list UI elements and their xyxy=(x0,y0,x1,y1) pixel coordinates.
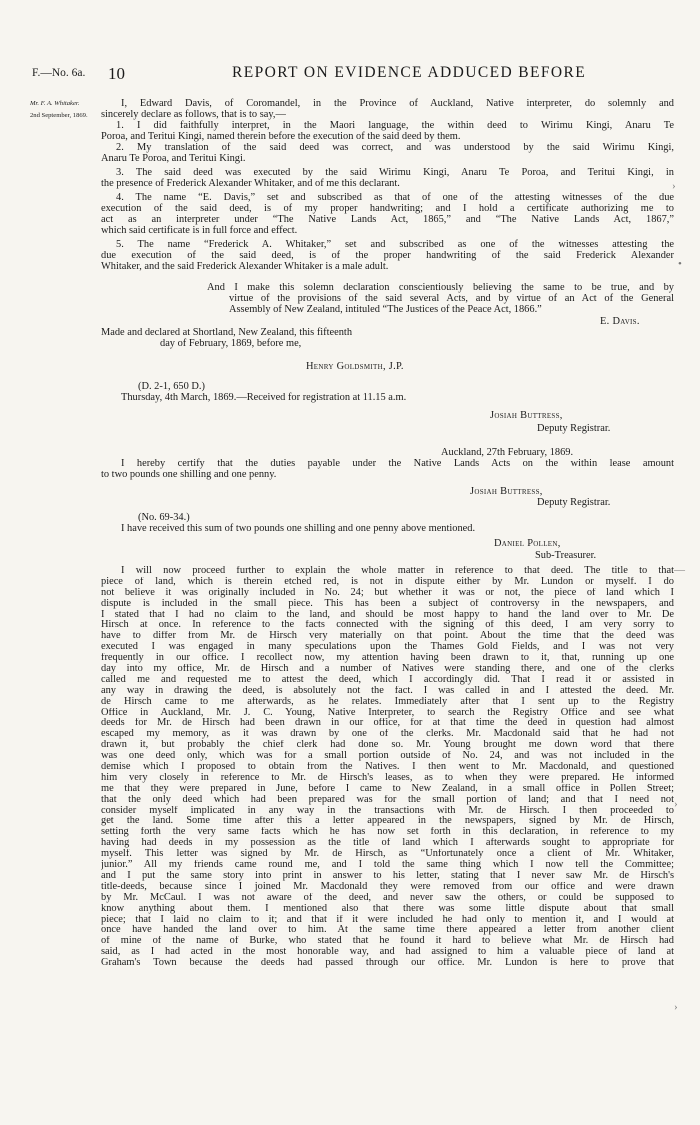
registrar-role-1: Deputy Registrar. xyxy=(537,423,611,434)
testimony-line: I stated that I had no claim to the land, and should be most happy to hand the land over to Mr. De xyxy=(101,609,674,620)
clause-4-line-2: execution of the said deed, is of my proper handwriting; and I hold a certificate authorizing me to xyxy=(101,203,674,214)
testimony-line: I will now proceed further to explain the whole matter in reference to that deed. The title to that xyxy=(121,566,674,576)
declarant-signature: E. Davis. xyxy=(600,316,640,327)
testimony-line: piece; that I laid no claim to it; and that if it were included he had only to mention it, and I would at xyxy=(101,914,674,925)
testimony-line: demise which I proposed to obtain from the Natives. I then went to Mr. Macdonald, and questioned xyxy=(101,762,674,773)
testimony-line: Graham's Town because the deeds had passed through our office. Mr. Lundon is here to prove that xyxy=(101,958,674,969)
testimony-line: dispute is included in the small piece. This has been a subject of controversy in the newspapers, and xyxy=(101,598,674,609)
clause-5-line-3: Whitaker, and the said Frederick Alexander Whitaker is a male adult. xyxy=(101,261,389,272)
receipt-reference: (No. 69-34.) xyxy=(138,512,190,523)
clause-4-line-1: 4. The name “E. Davis,” set and subscribed as that of one of the attesting witnesses of the due xyxy=(116,192,674,203)
page-header xyxy=(32,64,672,84)
page-number: 10 xyxy=(108,64,125,83)
testimony-line: consider myself implicated in any way in the transactions with Mr. de Hirsch. I then proceeded to xyxy=(101,805,674,816)
testimony-line: day into my office, Mr. de Hirsch and a number of Natives were standing there, and one of the clerks xyxy=(101,664,674,675)
registrar-name-1: Josiah Buttress, xyxy=(490,410,563,421)
testimony-line: piece of land, which is therein etched red, is not in dispute either by Mr. Lundon or myself. I do xyxy=(101,576,674,587)
treasurer-role: Sub-Treasurer. xyxy=(535,550,597,561)
testimony-line: frequently in our office. I recollect now, my attention having been drawn to it, that, running up one xyxy=(101,653,674,664)
testimony-line: know anything about them. I mentioned also that there was some little dispute about that small xyxy=(101,903,674,914)
testimony-line: by Mr. McCaul. I was not aware of the deed, and never saw the others, or could be supposed to xyxy=(101,892,674,903)
margin-tick-mark: › xyxy=(674,1001,678,1013)
margin-note-witness: Mr. F. A. Whitaker. xyxy=(30,100,80,107)
testimony-line: of mine of the name of Burke, who stated that he found it hard to believe what Mr. de Hirsch had xyxy=(101,936,674,947)
certificate-place-date: Auckland, 27th February, 1869. xyxy=(441,447,574,458)
testimony-line: him very closely in reference to Mr. de Hirsch's leases, as to when they were prepared. He informed xyxy=(101,772,674,783)
declaration-opening-line-1: I, Edward Davis, of Coromandel, in the Province of Auckland, Native interpreter, do solemnly and xyxy=(121,98,674,109)
clause-1-line-1: 1. I did faithfully interpret, in the Maori language, the within deed to Wirimu Kingi, Anaru Te xyxy=(116,120,674,131)
solemn-declaration-line-1: And I make this solemn declaration conscientiously believing the same to be true, and by xyxy=(207,282,674,293)
registration-received: Thursday, 4th March, 1869.—Received for registration at 11.15 a.m. xyxy=(121,392,407,403)
margin-tick-mark: — xyxy=(674,564,685,576)
declaration-opening-line-2: sincerely declare as follows, that is to say,— xyxy=(101,109,286,120)
margin-tick-mark: • xyxy=(678,258,682,270)
testimony-line: de Hirsch came to me afterwards, as he relates. Immediately after that I sent up to the Registry xyxy=(101,696,674,707)
testimony-line: myself. This letter was signed by Mr. de Hirsch, as “Unfortunately once a client of Mr. Whitaker, xyxy=(101,849,674,860)
testimony-line: deeds for Mr. de Hirsch had been drawn in our office, for at that time the deed in question had almost xyxy=(101,718,674,729)
margin-note-date: 2nd September, 1869. xyxy=(30,112,88,119)
treasurer-name: Daniel Pollen, xyxy=(494,538,561,549)
testimony-line: said, as I had acted in the most honorable way, and had assigned to him a valuable piece of land at xyxy=(101,947,674,958)
solemn-declaration-line-3: Assembly of New Zealand, intituled “The Justices of the Peace Act, 1866.” xyxy=(229,304,542,315)
registration-reference: (D. 2-1, 650 D.) xyxy=(138,381,205,392)
registrar-role-2: Deputy Registrar. xyxy=(537,497,611,508)
testimony-line: get the land. Some time after this a letter appeared in the newspapers, signed by Mr. de Hirsch, xyxy=(101,816,674,827)
clause-5-line-1: 5. The name “Frederick A. Whitaker,” set and subscribed as one of the witnesses attesting the xyxy=(116,239,674,250)
clause-2-line-2: Anaru Te Poroa, and Teritui Kingi. xyxy=(101,153,246,164)
testimony-line: called me and requested me to attest the deed, which I accordingly did. That I read it or assisted in xyxy=(101,674,674,685)
document-code: F.—No. 6a. xyxy=(32,67,86,79)
testimony-line: that the only deed which had been prepared was for the small portion of land; and that I need not xyxy=(101,794,674,805)
testimony-line: me that they were prepared in June, before I came to New Zealand, in a small office in Pollen Street; xyxy=(101,783,674,794)
certificate-line-2: to two pounds one shilling and one penny. xyxy=(101,469,277,480)
margin-tick-mark: › xyxy=(674,798,678,810)
testimony-line: having had deeds in my possession as the title of land which I afterwards sought to appropriate for xyxy=(101,838,674,849)
receipt-statement: I have received this sum of two pounds one shilling and one penny above mentioned. xyxy=(121,523,476,534)
certificate-line-1: I hereby certify that the duties payable under the Native Lands Acts on the within lease amount xyxy=(121,458,674,469)
clause-5-line-2: due execution of the said deed, is of the proper handwriting of the said Frederick Alexander xyxy=(101,250,674,261)
solemn-declaration-line-2: virtue of the provisions of the said several Acts, and by virtue of an Act of the General xyxy=(229,293,674,304)
testimony-line: escaped my memory, as it was drawn by one of the clerks. Mr. Macdonald said that he had not xyxy=(101,729,674,740)
running-title: REPORT ON EVIDENCE ADDUCED BEFORE xyxy=(232,64,587,81)
registrar-name-2: Josiah Buttress, xyxy=(470,486,543,497)
clause-3-line-2: the presence of Frederick Alexander Whitaker, and of me this declarant. xyxy=(101,178,400,189)
clause-4-line-3: act as an interpreter under “The Native Lands Act, 1865,” and “The Native Lands Act, 1867,” xyxy=(101,214,674,225)
margin-tick-mark: › xyxy=(672,180,676,192)
clause-1-line-2: Poroa, and Teritui Kingi, named therein before the execution of the said deed by them. xyxy=(101,131,461,142)
testimony-paragraph xyxy=(101,566,674,969)
clause-4-line-4: which said certificate is in full force and effect. xyxy=(101,225,298,236)
testimony-line: junior.” All my friends came round me, and I told the same thing which I now tell the Committee; xyxy=(101,860,674,871)
testimony-line: and I put the same story into print in answer to his letter, stating that I never saw Mr. de Hirsch's xyxy=(101,870,674,881)
testimony-line: title-deeds, because since I joined Mr. Macdonald they were removed from our office and were drawn xyxy=(101,881,674,892)
testimony-line: any way in drawing the deed, is absolutely not the fact. I was called in and I attested the deed. Mr. xyxy=(101,685,674,696)
testimony-line: not believe it was originally included in No. 24; but whether it was or not, the piece of land which I xyxy=(101,587,674,598)
testimony-line: drawn it, but probably the chief clerk had done so. Mr. Young brought me down word that there xyxy=(101,740,674,751)
clause-3-line-1: 3. The said deed was executed by the said Wirimu Kingi, Anaru Te Poroa, and Teritui Kingi, in xyxy=(116,167,674,178)
testimony-line: setting forth the very same facts which he has now set forth in this declaration, in reference to my xyxy=(101,827,674,838)
justice-signature: Henry Goldsmith, J.P. xyxy=(306,361,404,372)
made-declared-line-2: day of February, 1869, before me, xyxy=(160,338,302,349)
testimony-line: Hirsch at once. In reference to the facts connected with the signing of this deed, I am very sorry to xyxy=(101,620,674,631)
testimony-line: have to differ from Mr. de Hirsch very materially on that point. About the time that the deed was xyxy=(101,631,674,642)
testimony-line: executed I was engaged in many speculations upon the Thames Gold Fields, and I was not very xyxy=(101,642,674,653)
testimony-line: Office in Auckland, Mr. J. C. Young, Native Interpreter, to search the Registry Office and see what xyxy=(101,707,674,718)
clause-2-line-1: 2. My translation of the said deed was correct, and was understood by the said Wirimu Kingi, xyxy=(116,142,674,153)
made-declared-line-1: Made and declared at Shortland, New Zealand, this fifteenth xyxy=(101,327,353,338)
testimony-line: once have handed the land over to him. At the same time there appeared a letter from another client xyxy=(101,925,674,936)
testimony-line: was one deed only, which was for a small portion outside of No. 24, and was not included in the xyxy=(101,751,674,762)
